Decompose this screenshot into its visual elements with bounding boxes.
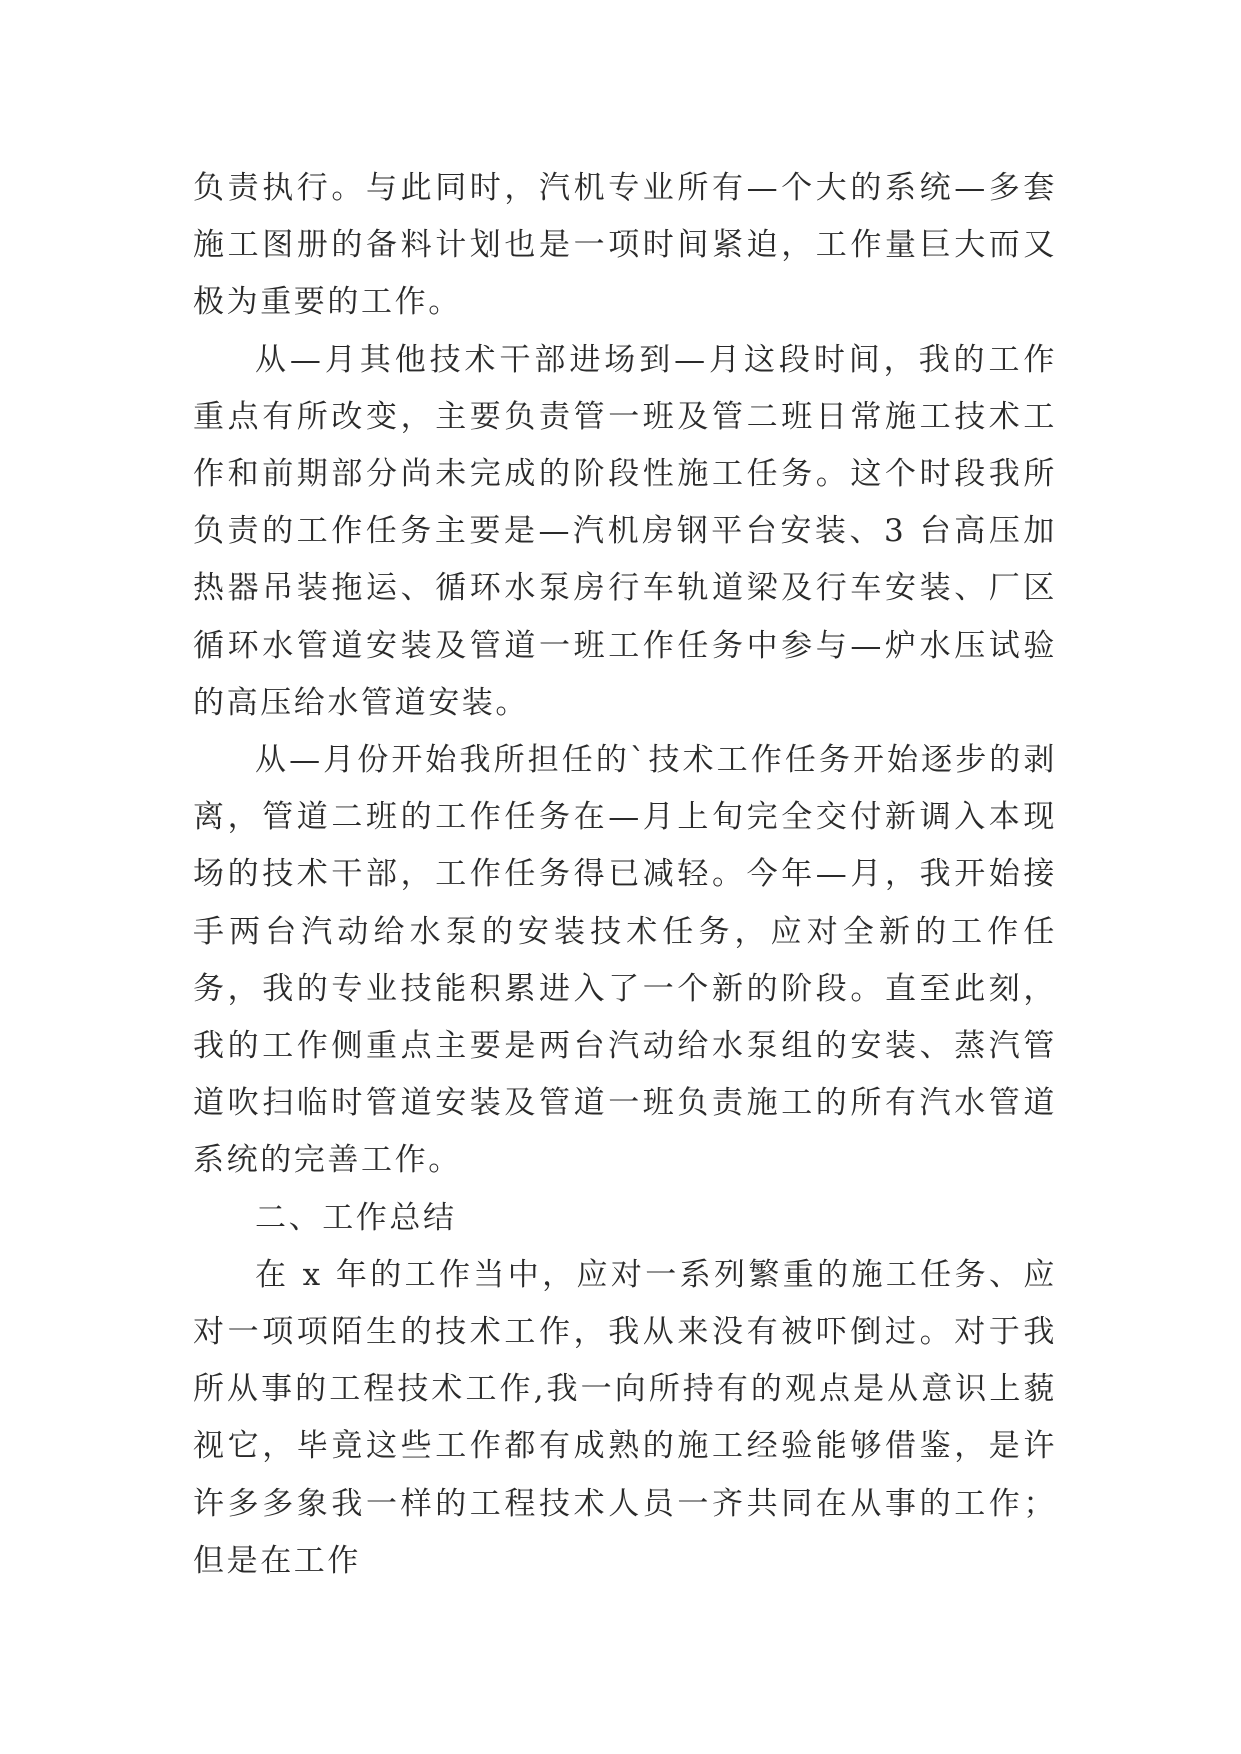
- paragraph-work-focus-change: 从—月其他技术干部进场到—月这段时间，我的工作重点有所改变，主要负责管一班及管二班日常施工技术工作和前期部分尚未完成的阶段性施工任务。这个时段我所负责的工作任务主要是—汽机房钢平台安装、3 台高压加热器吊装拖运、循环水泵房行车轨道梁及行车安装、厂区循环水管道安装及管道一班工作任务中参与—炉水压试验的高压给水管道安装。: [193, 341, 1057, 721]
- document-body: [193, 160, 1057, 1590]
- paragraph-work-summary: 在 x 年的工作当中，应对一系列繁重的施工任务、应对一项项陌生的技术工作，我从来没有被吓倒过。对于我所从事的工程技术工作,我一向所持有的观点是从意识上藐视它，毕竟这些工作都有成熟的施工经验能够借鉴，是许许多多象我一样的工程技术人员一齐共同在从事的工作；但是在工作: [193, 1256, 1057, 1579]
- paragraph-task-transition: 从—月份开始我所担任的`技术工作任务开始逐步的剥离，管道二班的工作任务在—月上旬完全交付新调入本现场的技术干部，工作任务得已减轻。今年—月，我开始接手两台汽动给水泵的安装技术任务，应对全新的工作任务，我的专业技能积累进入了一个新的阶段。直至此刻，我的工作侧重点主要是两台汽动给水泵组的安装、蒸汽管道吹扫临时管道安装及管道一班负责施工的所有汽水管道系统的完善工作。: [193, 742, 1057, 1179]
- section-heading-work-summary: 二、工作总结: [255, 1199, 457, 1236]
- paragraph-continuation: 负责执行。与此同时，汽机专业所有—个大的系统—多套施工图册的备料计划也是一项时间紧迫，工作量巨大而又极为重要的工作。: [193, 170, 1057, 321]
